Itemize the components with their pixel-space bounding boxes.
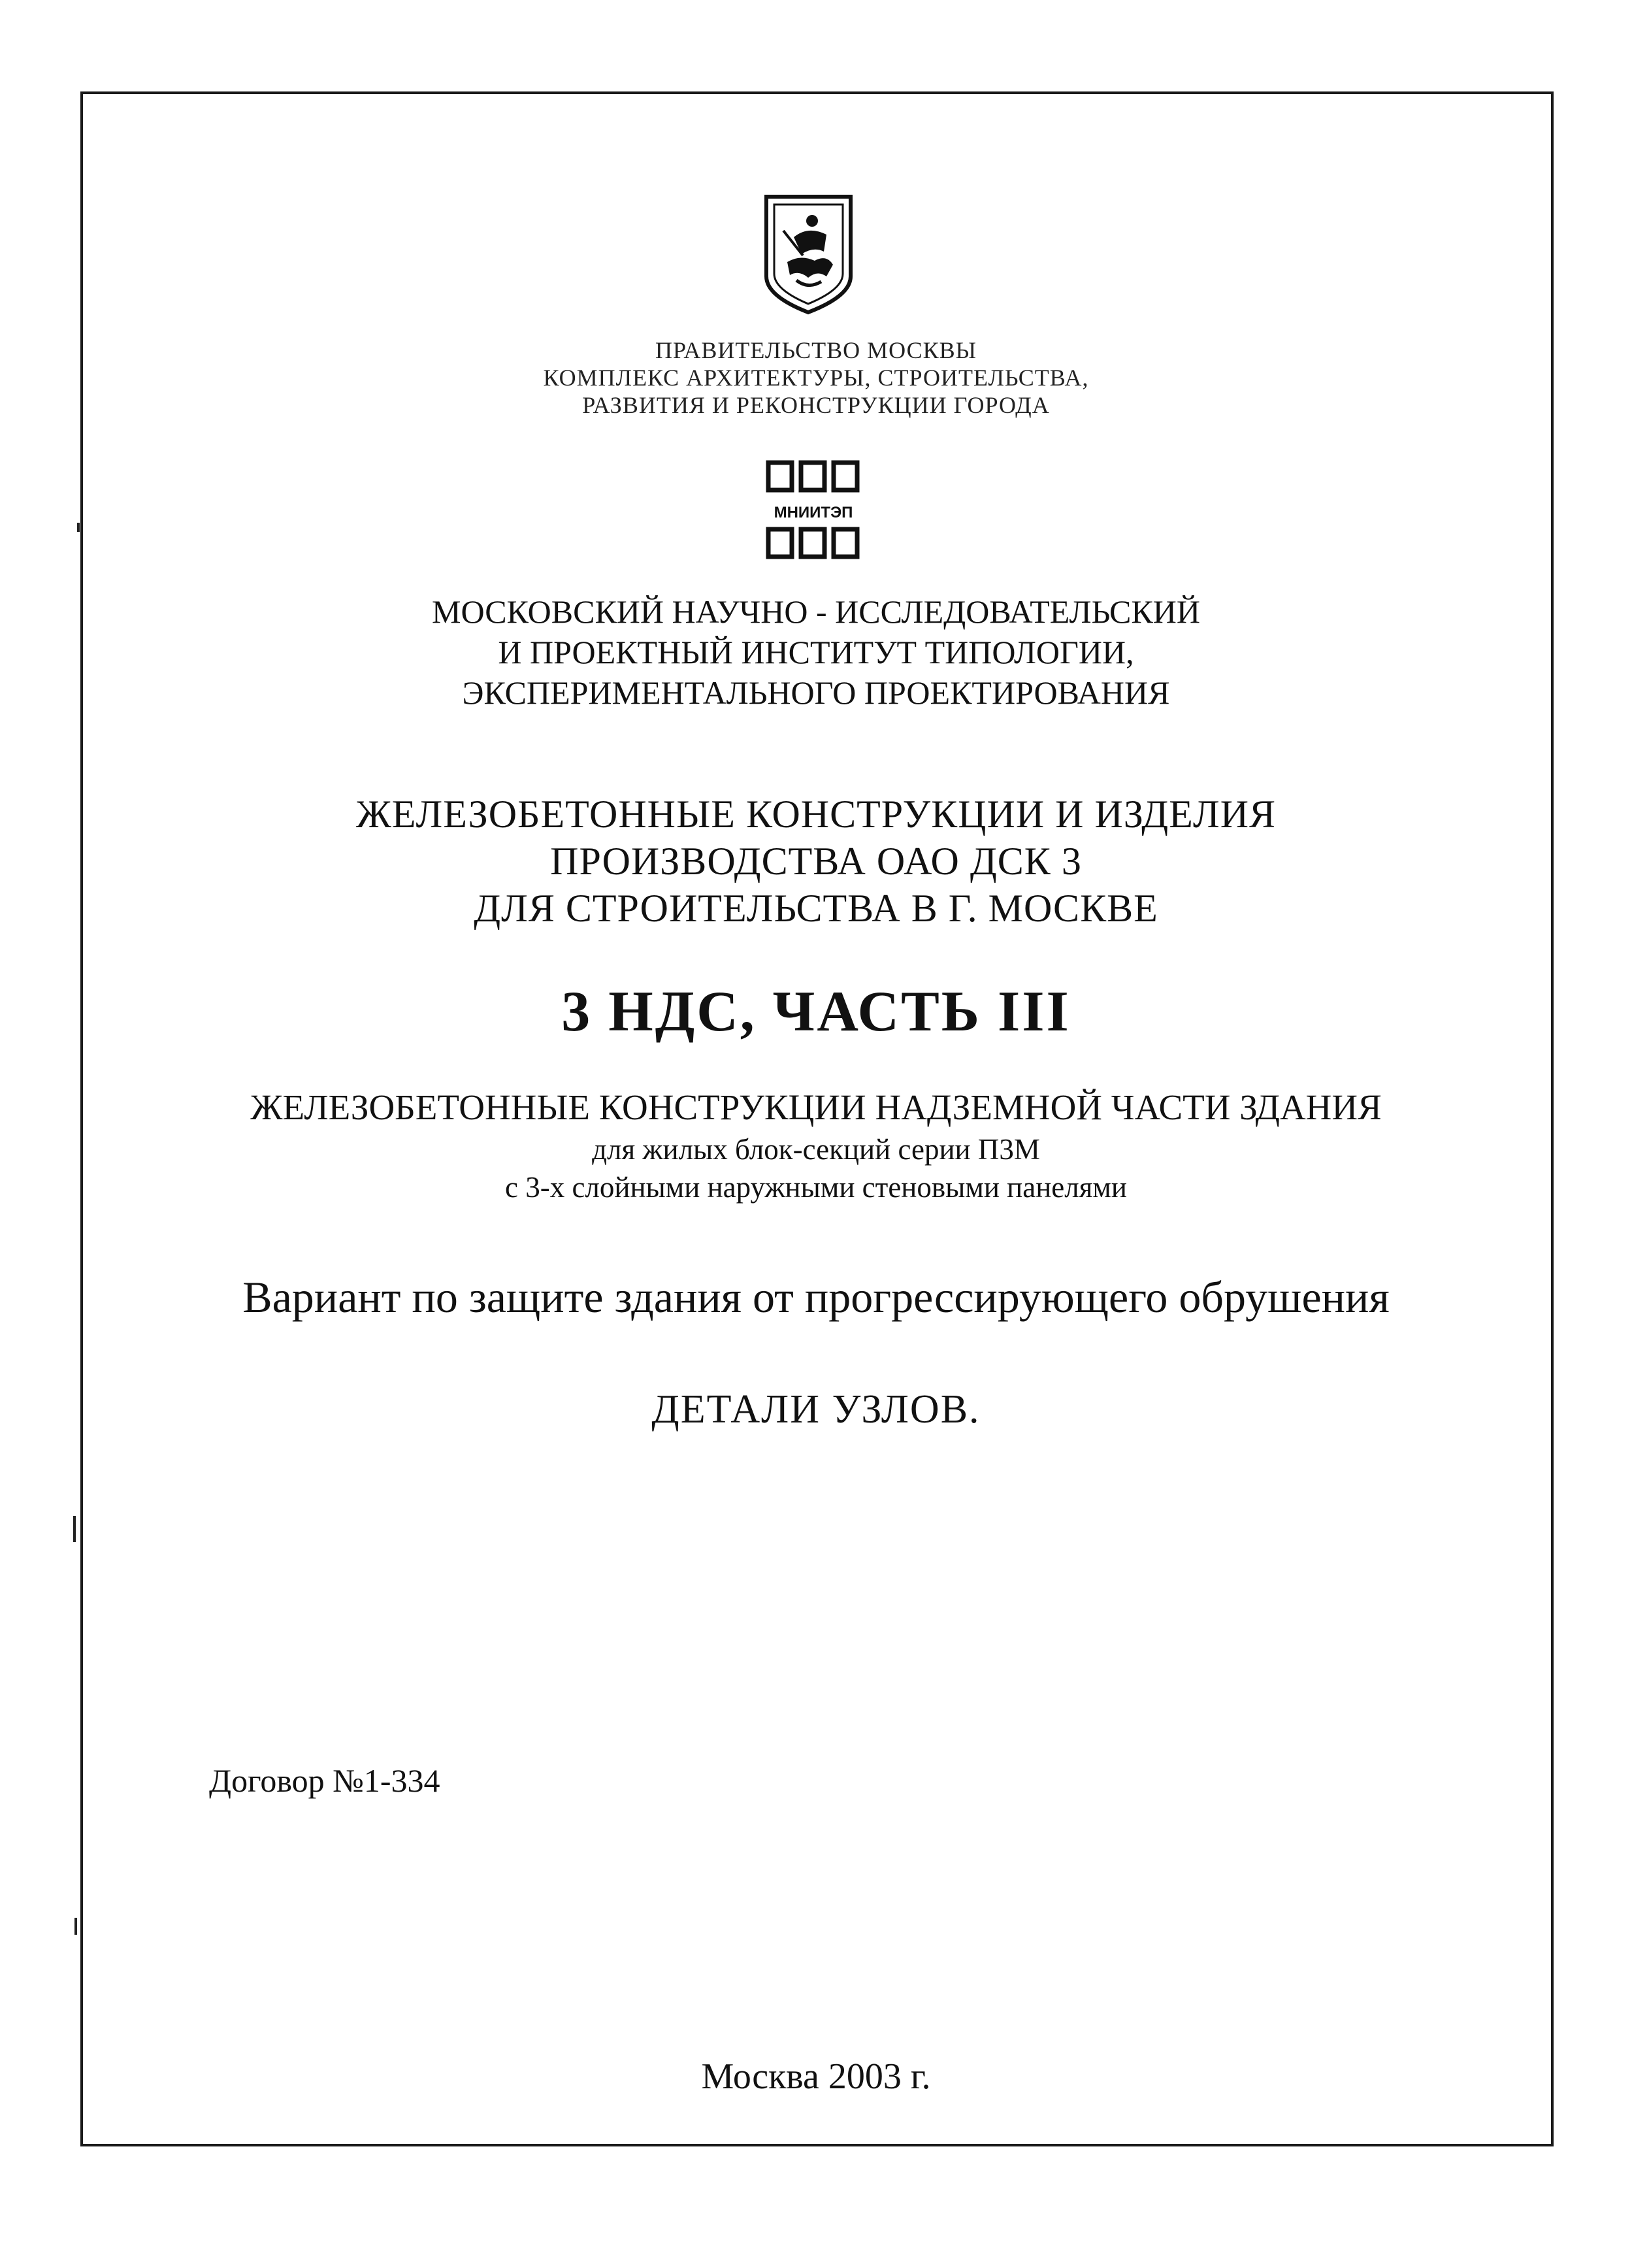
institute-line: МОСКОВСКИЙ НАУЧНО - ИССЛЕДОВАТЕЛЬСКИЙ — [432, 593, 1200, 630]
institute-line: И ПРОЕКТНЫЙ ИНСТИТУТ ТИПОЛОГИИ, — [498, 634, 1134, 670]
government-line: ПРАВИТЕЛЬСТВО МОСКВЫ — [655, 337, 977, 363]
logo-text: МНИИТЭП — [774, 504, 853, 521]
government-line: КОМПЛЕКС АРХИТЕКТУРЫ, СТРОИТЕЛЬСТВА, — [543, 365, 1089, 391]
moscow-coat-of-arms-icon — [761, 191, 856, 316]
subtitle-line-3: с 3-х слойными наружными стеновыми панелями — [505, 1171, 1127, 1204]
details-heading: ДЕТАЛИ УЗЛОВ. — [651, 1387, 981, 1432]
subtitle — [0, 1085, 1632, 1206]
scan-mark — [77, 523, 80, 532]
scan-mark — [73, 1516, 76, 1542]
mniitep-logo-icon — [764, 457, 862, 562]
city-year: Москва 2003 г. — [701, 2056, 931, 2097]
title-line: ПРОИЗВОДСТВА ОАО ДСК 3 — [550, 840, 1082, 883]
institute-line: ЭКСПЕРИМЕНТАЛЬНОГО ПРОЕКТИРОВАНИЯ — [462, 674, 1170, 711]
series-title: 3 НДС, ЧАСТЬ III — [561, 980, 1071, 1044]
government-line: РАЗВИТИЯ И РЕКОНСТРУКЦИИ ГОРОДА — [582, 392, 1050, 418]
subtitle-line-1: ЖЕЛЕЗОБЕТОННЫЕ КОНСТРУКЦИИ НАДЗЕМНОЙ ЧАСТИ ЗДАНИЯ — [250, 1087, 1382, 1127]
title-line: ЖЕЛЕЗОБЕТОННЫЕ КОНСТРУКЦИИ И ИЗДЕЛИЯ — [355, 793, 1277, 836]
contract-number: Договор №1-334 — [209, 1762, 440, 1799]
document-title — [0, 791, 1632, 932]
title-line: ДЛЯ СТРОИТЕЛЬСТВА В Г. МОСКВЕ — [474, 887, 1158, 930]
scan-mark — [74, 1918, 77, 1935]
government-header — [0, 337, 1632, 419]
subtitle-line-2: для жилых блок-секций серии П3М — [592, 1133, 1040, 1166]
variant-text: Вариант по защите здания от прогрессирующего обрушения — [242, 1272, 1390, 1322]
institute-name — [0, 591, 1632, 713]
